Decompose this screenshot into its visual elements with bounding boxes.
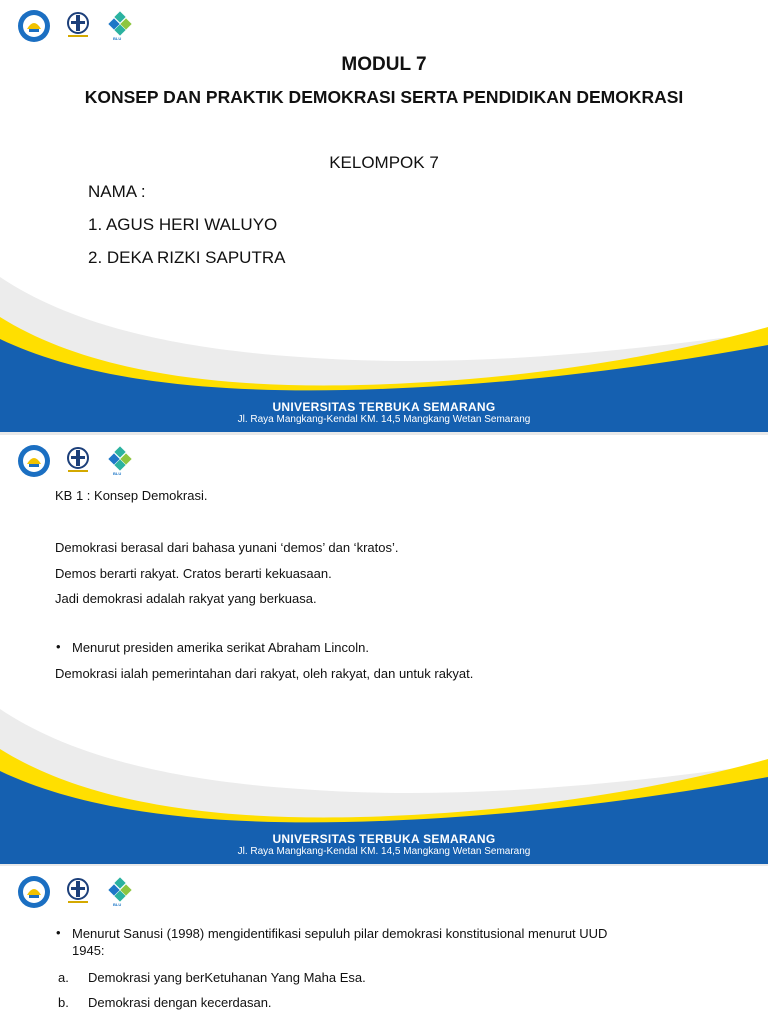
svg-text:BLU: BLU [113,902,122,907]
member-1: 1. AGUS HERI WALUYO [88,215,278,234]
list-item-b: Demokrasi dengan kecerdasan. [88,995,272,1010]
section-heading: KB 1 : Konsep Demokrasi. [55,488,208,503]
svg-text:BLU: BLU [113,471,122,476]
bullet-icon: • [56,925,61,940]
bullet-icon: • [56,639,61,654]
group-label: KELOMPOK 7 [329,153,439,172]
quote-text: Demokrasi ialah pemerintahan dari rakyat, oleh rakyat, dan untuk rakyat. [55,666,474,681]
module-number: MODUL 7 [341,54,427,75]
list-letter-b: b. [58,995,69,1010]
footer-university: UNIVERSITAS TERBUKA SEMARANG [272,832,496,846]
logo-bar [16,443,140,479]
bullet-text: Menurut presiden amerika serikat Abraham Lincoln. [72,640,369,655]
tut-wuri-handayani-logo-icon [16,443,52,479]
slide-3 [0,866,768,1024]
universitas-terbuka-logo-icon [60,443,96,479]
slide-1 [0,0,768,432]
blu-promise-logo-icon [104,8,140,44]
universitas-terbuka-logo-icon [60,8,96,44]
text-line-1: Demokrasi berasal dari bahasa yunani ‘demos’ dan ‘kratos’. [55,540,399,555]
logo-bar [16,8,140,44]
list-item-a: Demokrasi yang berKetuhanan Yang Maha Esa. [88,970,366,985]
blu-promise-logo-icon [104,443,140,479]
blu-promise-logo-icon [104,874,140,910]
name-label: NAMA : [88,182,146,201]
logo-bar [16,874,140,910]
text-line-2: Demos berarti rakyat. Cratos berarti kekuasaan. [55,566,332,581]
slide-2 [0,435,768,864]
pillar-intro-line-1: Menurut Sanusi (1998) mengidentifikasi sepuluh pilar demokrasi konstitusional menurut UUD [72,926,608,941]
module-title: KONSEP DAN PRAKTIK DEMOKRASI SERTA PENDIDIKAN DEMOKRASI [84,87,684,107]
universitas-terbuka-logo-icon [60,874,96,910]
footer-address: Jl. Raya Mangkang-Kendal KM. 14,5 Mangkang Wetan Semarang [237,414,531,425]
text-line-3: Jadi demokrasi adalah rakyat yang berkuasa. [55,591,317,606]
svg-text:BLU: BLU [113,36,122,41]
tut-wuri-handayani-logo-icon [16,874,52,910]
member-2: 2. DEKA RIZKI SAPUTRA [88,248,286,267]
footer-address: Jl. Raya Mangkang-Kendal KM. 14,5 Mangkang Wetan Semarang [237,846,531,857]
tut-wuri-handayani-logo-icon [16,8,52,44]
list-letter-a: a. [58,970,69,985]
footer-university: UNIVERSITAS TERBUKA SEMARANG [272,400,496,414]
pillar-intro-line-2: 1945: [72,943,105,958]
